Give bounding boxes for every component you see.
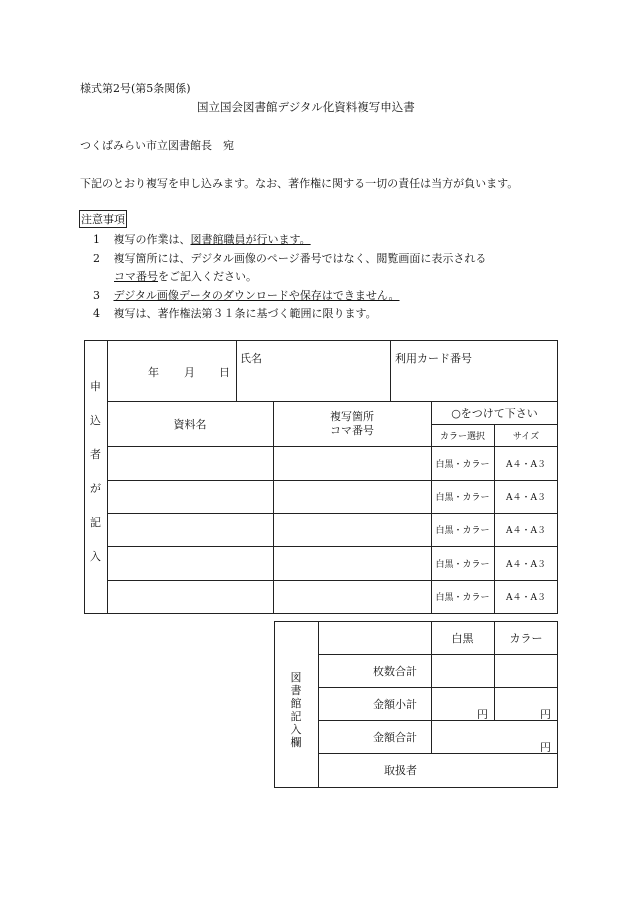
addressee: つくばみらい市立図書館長 宛 [80, 139, 234, 152]
color-select-header: カラー選択 [439, 431, 485, 442]
note-underlined: デジタル画像データのダウンロードや保存はできません。 [113, 289, 400, 302]
note-item-2 [93, 250, 486, 266]
note-underlined: 図書館職員が行います。 [190, 233, 311, 246]
bw-header: 白黒 [451, 631, 474, 645]
note-num: 4 [93, 307, 100, 320]
date-day-label: 日 [219, 366, 230, 379]
date-month-label: 月 [184, 366, 195, 379]
copy-location-header: 複写箇所 コマ番号 [330, 410, 374, 437]
sheet-total-label: 枚数合計 [373, 664, 417, 678]
note-text: をご記入ください。 [158, 270, 257, 283]
note-item-4 [93, 305, 377, 321]
form-title: 国立国会図書館デジタル化資料複写申込書 [197, 100, 415, 114]
circle-note: ○をつけて下さい [451, 406, 538, 420]
total-label: 金額合計 [373, 730, 417, 744]
applicant-side-label: 申 込 者 が 記 入 [90, 380, 101, 563]
handler-label: 取扱者 [384, 764, 417, 777]
notes-heading: 注意事項 [79, 210, 127, 228]
size-option[interactable]: A４・A３ [506, 493, 546, 503]
note-text: 複写は、著作権法第３１条に基づく範囲に限ります。 [113, 307, 377, 320]
yen-total: 円 [540, 741, 551, 754]
note-underlined: コマ番号 [114, 270, 158, 283]
date-year-label: 年 [148, 366, 159, 379]
card-number-label: 利用カード番号 [395, 352, 472, 365]
note-text: 複写の作業は、 [113, 233, 191, 246]
note-item-1 [93, 231, 311, 247]
subtotal-label: 金額小計 [373, 697, 417, 711]
color-header: カラー [509, 631, 543, 645]
color-option[interactable]: 白黒・カラー [435, 459, 490, 470]
note-num: 3 [93, 289, 100, 302]
note-num: 2 [93, 252, 100, 265]
color-option[interactable]: 白黒・カラー [435, 493, 490, 503]
yen-color: 円 [540, 708, 551, 721]
size-option[interactable]: A４・A３ [506, 559, 546, 570]
intro-text: 下記のとおり複写を申し込みます。なお、著作権に関する一切の責任は当方が負います。 [80, 177, 519, 190]
note-text: 複写箇所には、デジタル画像のページ番号ではなく、閲覧画面に表示される [113, 252, 487, 265]
color-option[interactable]: 白黒・カラー [435, 593, 490, 603]
material-name-header: 資料名 [173, 417, 207, 431]
form-number: 様式第2号(第5条関係) [80, 82, 191, 95]
color-option[interactable]: 白黒・カラー [435, 526, 490, 536]
note-num: 1 [93, 233, 100, 246]
name-label: 氏名 [240, 352, 262, 365]
size-header: サイズ [512, 431, 540, 442]
note-item-3 [93, 287, 400, 303]
size-option[interactable]: A４・A３ [506, 593, 546, 603]
color-option[interactable]: 白黒・カラー [435, 559, 490, 570]
size-option[interactable]: A４・A３ [506, 526, 546, 536]
yen-bw: 円 [477, 708, 488, 721]
library-side-label: 図 書 館 記 入 欄 [290, 671, 302, 749]
note-item-2-cont [114, 268, 257, 284]
size-option[interactable]: A４・A３ [506, 459, 546, 470]
